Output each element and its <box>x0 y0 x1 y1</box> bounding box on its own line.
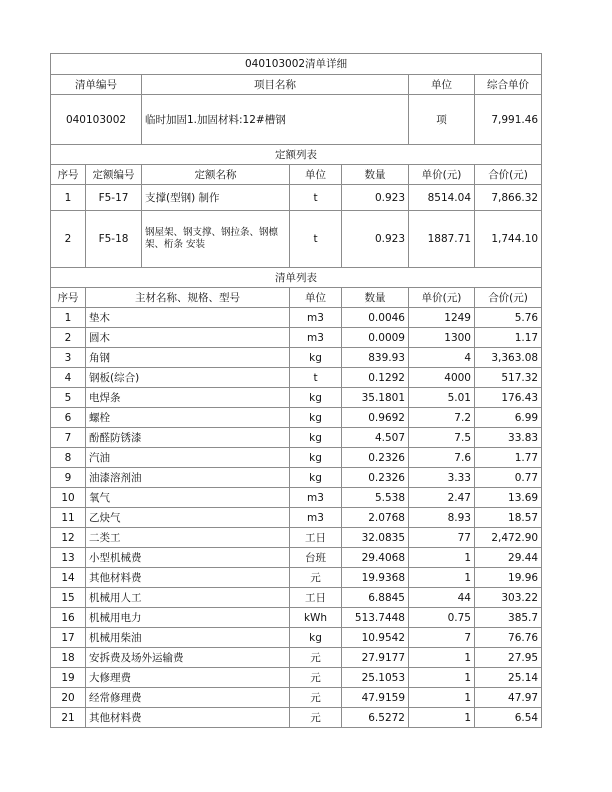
material-name: 螺栓 <box>86 408 290 428</box>
name-label: 项目名称 <box>142 75 409 95</box>
material-unit: 元 <box>290 648 342 668</box>
material-row <box>51 708 542 728</box>
material-total: 0.77 <box>475 468 542 488</box>
material-name: 大修理费 <box>86 668 290 688</box>
material-no: 3 <box>51 348 86 368</box>
quota-price: 1887.71 <box>409 211 475 268</box>
material-unit: m3 <box>290 308 342 328</box>
quota-qty: 0.923 <box>342 211 409 268</box>
material-name: 安拆费及场外运输费 <box>86 648 290 668</box>
material-row <box>51 668 542 688</box>
quota-name: 钢屋架、钢支撑、钢拉条、钢檩架、桁条 安装 <box>142 211 290 268</box>
material-total: 5.76 <box>475 308 542 328</box>
material-price: 1 <box>409 648 475 668</box>
material-row <box>51 308 542 328</box>
material-unit: m3 <box>290 488 342 508</box>
quota-col-code: 定额编号 <box>86 165 142 185</box>
material-row <box>51 568 542 588</box>
material-qty: 35.1801 <box>342 388 409 408</box>
material-total: 517.32 <box>475 368 542 388</box>
material-unit: 元 <box>290 708 342 728</box>
quota-name: 支撑(型钢) 制作 <box>142 185 290 211</box>
material-unit: kg <box>290 388 342 408</box>
quota-col-total: 合价(元) <box>475 165 542 185</box>
materials-section-title: 清单列表 <box>51 268 542 288</box>
material-unit: m3 <box>290 508 342 528</box>
material-no: 10 <box>51 488 86 508</box>
material-name: 油漆溶剂油 <box>86 468 290 488</box>
material-name: 电焊条 <box>86 388 290 408</box>
material-no: 17 <box>51 628 86 648</box>
material-row <box>51 408 542 428</box>
material-total: 176.43 <box>475 388 542 408</box>
bill-code: 040103002 <box>51 95 142 145</box>
material-qty: 25.1053 <box>342 668 409 688</box>
bill-unit: 项 <box>409 95 475 145</box>
material-price: 7.5 <box>409 428 475 448</box>
material-name: 酚醛防锈漆 <box>86 428 290 448</box>
material-no: 20 <box>51 688 86 708</box>
material-row <box>51 368 542 388</box>
material-row <box>51 628 542 648</box>
material-price: 7.6 <box>409 448 475 468</box>
material-qty: 0.2326 <box>342 468 409 488</box>
material-total: 13.69 <box>475 488 542 508</box>
materials-col-qty: 数量 <box>342 288 409 308</box>
material-name: 机械用电力 <box>86 608 290 628</box>
material-name: 其他材料费 <box>86 568 290 588</box>
material-total: 76.76 <box>475 628 542 648</box>
material-name: 垫木 <box>86 308 290 328</box>
material-total: 3,363.08 <box>475 348 542 368</box>
material-qty: 0.1292 <box>342 368 409 388</box>
material-total: 29.44 <box>475 548 542 568</box>
material-qty: 6.8845 <box>342 588 409 608</box>
material-unit: 工日 <box>290 588 342 608</box>
material-total: 19.96 <box>475 568 542 588</box>
material-price: 7.2 <box>409 408 475 428</box>
material-name: 氧气 <box>86 488 290 508</box>
material-price: 1 <box>409 668 475 688</box>
material-total: 47.97 <box>475 688 542 708</box>
material-price: 1 <box>409 688 475 708</box>
material-price: 0.75 <box>409 608 475 628</box>
material-price: 1 <box>409 568 475 588</box>
quota-row <box>51 211 542 268</box>
material-total: 6.99 <box>475 408 542 428</box>
material-no: 16 <box>51 608 86 628</box>
material-qty: 27.9177 <box>342 648 409 668</box>
material-no: 14 <box>51 568 86 588</box>
price-label: 综合单价 <box>475 75 542 95</box>
material-no: 13 <box>51 548 86 568</box>
material-qty: 839.93 <box>342 348 409 368</box>
material-price: 5.01 <box>409 388 475 408</box>
sheet-title: 040103002清单详细 <box>51 54 542 75</box>
quota-qty: 0.923 <box>342 185 409 211</box>
material-qty: 10.9542 <box>342 628 409 648</box>
material-row <box>51 588 542 608</box>
material-qty: 5.538 <box>342 488 409 508</box>
material-row <box>51 648 542 668</box>
material-total: 27.95 <box>475 648 542 668</box>
quota-price: 8514.04 <box>409 185 475 211</box>
material-no: 9 <box>51 468 86 488</box>
material-no: 15 <box>51 588 86 608</box>
material-row <box>51 488 542 508</box>
material-name: 机械用柴油 <box>86 628 290 648</box>
bill-price: 7,991.46 <box>475 95 542 145</box>
quota-col-no: 序号 <box>51 165 86 185</box>
bill-detail-sheet <box>50 53 541 728</box>
material-row <box>51 608 542 628</box>
material-price: 1 <box>409 548 475 568</box>
material-row <box>51 348 542 368</box>
material-unit: kg <box>290 408 342 428</box>
material-row <box>51 548 542 568</box>
material-total: 2,472.90 <box>475 528 542 548</box>
material-no: 19 <box>51 668 86 688</box>
material-total: 1.77 <box>475 448 542 468</box>
material-name: 钢板(综合) <box>86 368 290 388</box>
material-name: 其他材料费 <box>86 708 290 728</box>
quota-code: F5-17 <box>86 185 142 211</box>
quota-unit: t <box>290 211 342 268</box>
material-no: 12 <box>51 528 86 548</box>
quota-col-name: 定额名称 <box>142 165 290 185</box>
material-unit: 元 <box>290 688 342 708</box>
material-name: 乙炔气 <box>86 508 290 528</box>
code-label: 清单编号 <box>51 75 142 95</box>
material-name: 机械用人工 <box>86 588 290 608</box>
material-unit: 元 <box>290 668 342 688</box>
material-no: 5 <box>51 388 86 408</box>
material-name: 角钢 <box>86 348 290 368</box>
quota-col-unit: 单位 <box>290 165 342 185</box>
material-qty: 0.0009 <box>342 328 409 348</box>
bill-detail-table <box>50 53 542 728</box>
material-unit: kg <box>290 428 342 448</box>
material-no: 1 <box>51 308 86 328</box>
materials-col-unit: 单位 <box>290 288 342 308</box>
material-no: 21 <box>51 708 86 728</box>
material-price: 1249 <box>409 308 475 328</box>
material-no: 8 <box>51 448 86 468</box>
material-price: 1 <box>409 708 475 728</box>
material-total: 1.17 <box>475 328 542 348</box>
material-unit: kWh <box>290 608 342 628</box>
material-price: 1300 <box>409 328 475 348</box>
material-qty: 29.4068 <box>342 548 409 568</box>
material-price: 44 <box>409 588 475 608</box>
material-qty: 19.9368 <box>342 568 409 588</box>
material-price: 3.33 <box>409 468 475 488</box>
material-no: 6 <box>51 408 86 428</box>
material-unit: 元 <box>290 568 342 588</box>
material-unit: t <box>290 368 342 388</box>
quota-section-title: 定额列表 <box>51 145 542 165</box>
material-name: 二类工 <box>86 528 290 548</box>
material-qty: 32.0835 <box>342 528 409 548</box>
quota-total: 7,866.32 <box>475 185 542 211</box>
material-price: 77 <box>409 528 475 548</box>
material-total: 303.22 <box>475 588 542 608</box>
materials-col-name: 主材名称、规格、型号 <box>86 288 290 308</box>
quota-code: F5-18 <box>86 211 142 268</box>
material-qty: 0.2326 <box>342 448 409 468</box>
materials-col-no: 序号 <box>51 288 86 308</box>
material-qty: 513.7448 <box>342 608 409 628</box>
material-unit: kg <box>290 348 342 368</box>
quota-total: 1,744.10 <box>475 211 542 268</box>
material-total: 385.7 <box>475 608 542 628</box>
material-unit: kg <box>290 468 342 488</box>
quota-no: 1 <box>51 185 86 211</box>
material-price: 4000 <box>409 368 475 388</box>
material-unit: 工日 <box>290 528 342 548</box>
material-qty: 6.5272 <box>342 708 409 728</box>
material-row <box>51 328 542 348</box>
material-row <box>51 468 542 488</box>
material-row <box>51 448 542 468</box>
quota-col-qty: 数量 <box>342 165 409 185</box>
material-row <box>51 508 542 528</box>
quota-col-price: 单价(元) <box>409 165 475 185</box>
material-no: 11 <box>51 508 86 528</box>
material-unit: kg <box>290 628 342 648</box>
material-price: 4 <box>409 348 475 368</box>
material-row <box>51 388 542 408</box>
material-row <box>51 528 542 548</box>
material-no: 7 <box>51 428 86 448</box>
material-price: 7 <box>409 628 475 648</box>
material-price: 8.93 <box>409 508 475 528</box>
bill-name: 临时加固1.加固材料:12#槽钢 <box>142 95 409 145</box>
material-total: 6.54 <box>475 708 542 728</box>
quota-no: 2 <box>51 211 86 268</box>
material-name: 小型机械费 <box>86 548 290 568</box>
material-qty: 47.9159 <box>342 688 409 708</box>
material-name: 经常修理费 <box>86 688 290 708</box>
material-no: 18 <box>51 648 86 668</box>
materials-col-price: 单价(元) <box>409 288 475 308</box>
materials-col-total: 合价(元) <box>475 288 542 308</box>
material-unit: m3 <box>290 328 342 348</box>
material-total: 33.83 <box>475 428 542 448</box>
material-unit: 台班 <box>290 548 342 568</box>
material-row <box>51 428 542 448</box>
material-total: 25.14 <box>475 668 542 688</box>
material-row <box>51 688 542 708</box>
unit-label: 单位 <box>409 75 475 95</box>
material-qty: 0.0046 <box>342 308 409 328</box>
material-total: 18.57 <box>475 508 542 528</box>
material-no: 4 <box>51 368 86 388</box>
material-qty: 2.0768 <box>342 508 409 528</box>
material-no: 2 <box>51 328 86 348</box>
material-qty: 0.9692 <box>342 408 409 428</box>
material-unit: kg <box>290 448 342 468</box>
quota-row <box>51 185 542 211</box>
quota-unit: t <box>290 185 342 211</box>
material-qty: 4.507 <box>342 428 409 448</box>
material-name: 圆木 <box>86 328 290 348</box>
material-price: 2.47 <box>409 488 475 508</box>
material-name: 汽油 <box>86 448 290 468</box>
